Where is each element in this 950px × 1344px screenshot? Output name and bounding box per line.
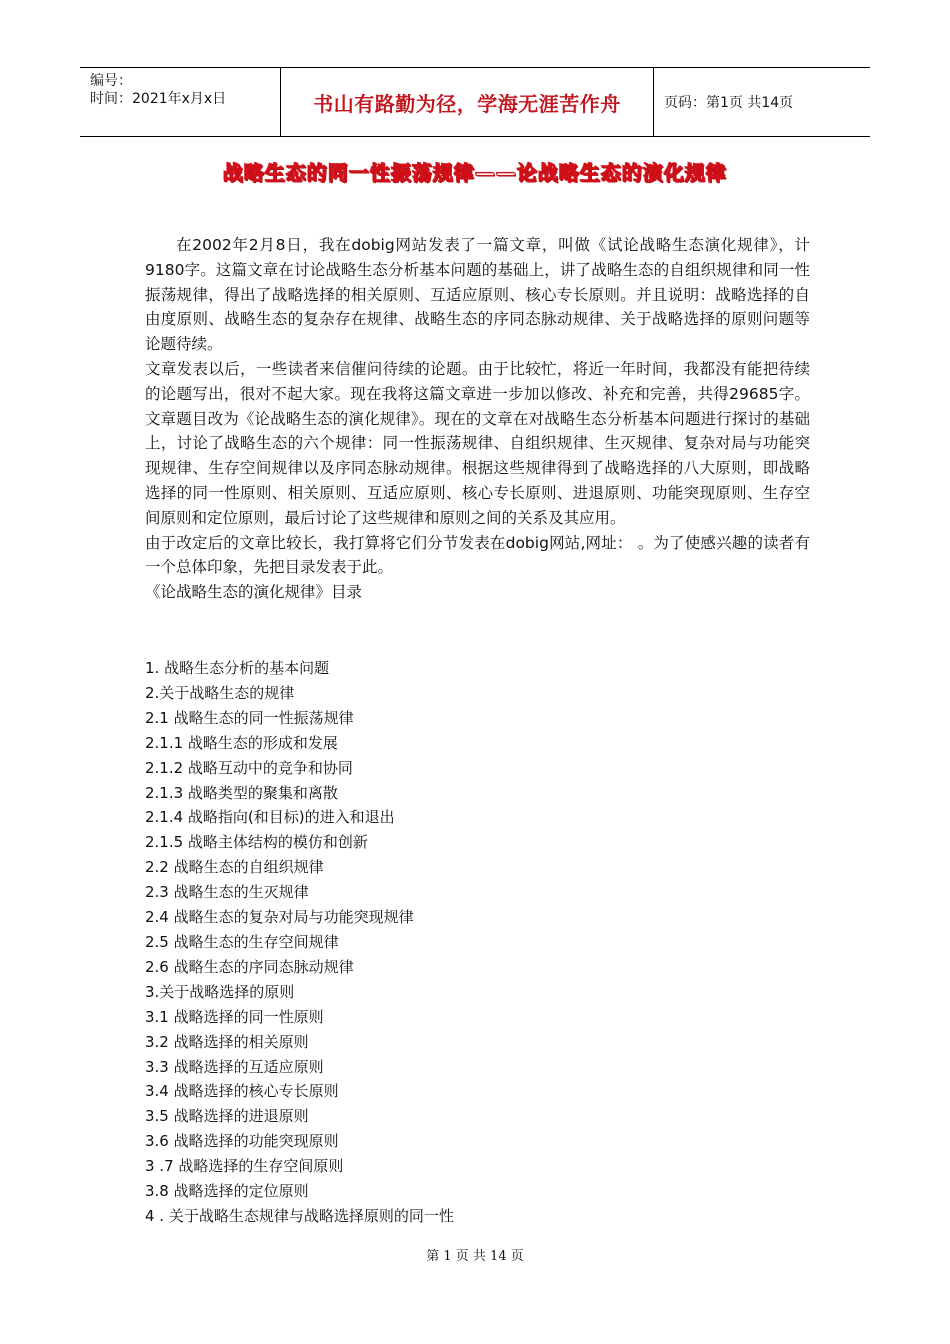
toc-item: 2.1.3 战略类型的聚集和离散 bbox=[145, 783, 338, 802]
header-meta-cell bbox=[80, 68, 281, 136]
document-date-label: 时间：2021年x月x日 bbox=[90, 91, 227, 107]
header-table bbox=[80, 67, 870, 137]
body-text bbox=[145, 233, 810, 605]
table-of-contents bbox=[145, 656, 810, 1229]
toc-item: 4 . 关于战略生态规律与战略选择原则的同一性 bbox=[145, 1206, 454, 1225]
toc-item: 3.8 战略选择的定位原则 bbox=[145, 1182, 309, 1201]
toc-item: 2.1.5 战略主体结构的模仿和创新 bbox=[145, 833, 368, 852]
page-footer: 第 1 页 共 14 页 bbox=[426, 1249, 524, 1264]
toc-item: 2.4 战略生态的复杂对局与功能突现规律 bbox=[145, 908, 414, 927]
toc-item: 3 .7 战略选择的生存空间原则 bbox=[145, 1157, 344, 1176]
header-motto-cell bbox=[281, 68, 654, 136]
toc-item: 3.3 战略选择的互适应原则 bbox=[145, 1057, 324, 1076]
toc-item: 2.6 战略生态的序同态脉动规律 bbox=[145, 957, 354, 976]
paragraph: 在2002年2月8日，我在dobig网站发表了一篇文章，叫做《试论战略生态演化规律》，计9180字。这篇文章在讨论战略生态分析基本问题的基础上，讲了战略生态的自组织规律和同一性振荡规律，得出了战略选择的相关原则、互适应原则、核心专长原则。并且说明：战略选择的自由度原则、战略生态的复杂存在规律、战略生态的序同态脉动规律、关于战略选择的原则问题等论题待续。 bbox=[145, 236, 810, 354]
toc-item: 3.2 战略选择的相关原则 bbox=[145, 1032, 309, 1051]
toc-item: 3.关于战略选择的原则 bbox=[145, 982, 295, 1001]
toc-item: 3.4 战略选择的核心专长原则 bbox=[145, 1082, 339, 1101]
document-number-label: 编号： bbox=[90, 73, 132, 89]
toc-item: 3.5 战略选择的进退原则 bbox=[145, 1107, 309, 1126]
page-info: 页码：第1页 共14页 bbox=[664, 95, 794, 111]
toc-item: 2.3 战略生态的生灭规律 bbox=[145, 883, 309, 902]
toc-item: 1. 战略生态分析的基本问题 bbox=[145, 659, 330, 677]
header-page-cell bbox=[654, 68, 870, 136]
toc-item: 3.1 战略选择的同一性原则 bbox=[145, 1007, 324, 1026]
toc-item: 3.6 战略选择的功能突现原则 bbox=[145, 1132, 339, 1151]
motto-text: 书山有路勤为径，学海无涯苦作舟 bbox=[313, 91, 621, 116]
paragraph: 文章发表以后，一些读者来信催问待续的论题。由于比较忙，将近一年时间，我都没有能把待续的论题写出，很对不起大家。现在我将这篇文章进一步加以修改、补充和完善，共得29685字。文章题目改为《论战略生态的演化规律》。现在的文章在对战略生态分析基本问题进行探讨的基础上，讨论了战略生态的六个规律：同一性振荡规律、自组织规律、生灭规律、复杂对局与功能突现规律、生存空间规律以及序同态脉动规律。根据这些规律得到了战略选择的八大原则，即战略选择的同一性原则、相关原则、互适应原则、核心专长原则、进退原则、功能突现原则、生存空间原则和定位原则，最后讨论了这些规律和原则之间的关系及其应用。 bbox=[145, 359, 810, 527]
toc-item: 2.1.1 战略生态的形成和发展 bbox=[145, 733, 338, 752]
toc-item: 2.1 战略生态的同一性振荡规律 bbox=[145, 708, 354, 727]
paragraph: 由于改定后的文章比较长，我打算将它们分节发表在dobig网站,网址： 。为了使感兴趣的读者有一个总体印象，先把目录发表于此。 bbox=[145, 533, 810, 577]
toc-item: 2.5 战略生态的生存空间规律 bbox=[145, 932, 339, 951]
toc-item: 2.1.2 战略互动中的竞争和协同 bbox=[145, 758, 353, 777]
toc-item: 2.2 战略生态的自组织规律 bbox=[145, 858, 324, 877]
document-title: 战略生态的同一性振荡规律——论战略生态的演化规律 bbox=[223, 161, 727, 185]
toc-item: 2.关于战略生态的规律 bbox=[145, 683, 295, 702]
toc-heading: 《论战略生态的演化规律》目录 bbox=[145, 583, 363, 602]
toc-item: 2.1.4 战略指向(和目标)的进入和退出 bbox=[145, 808, 395, 827]
